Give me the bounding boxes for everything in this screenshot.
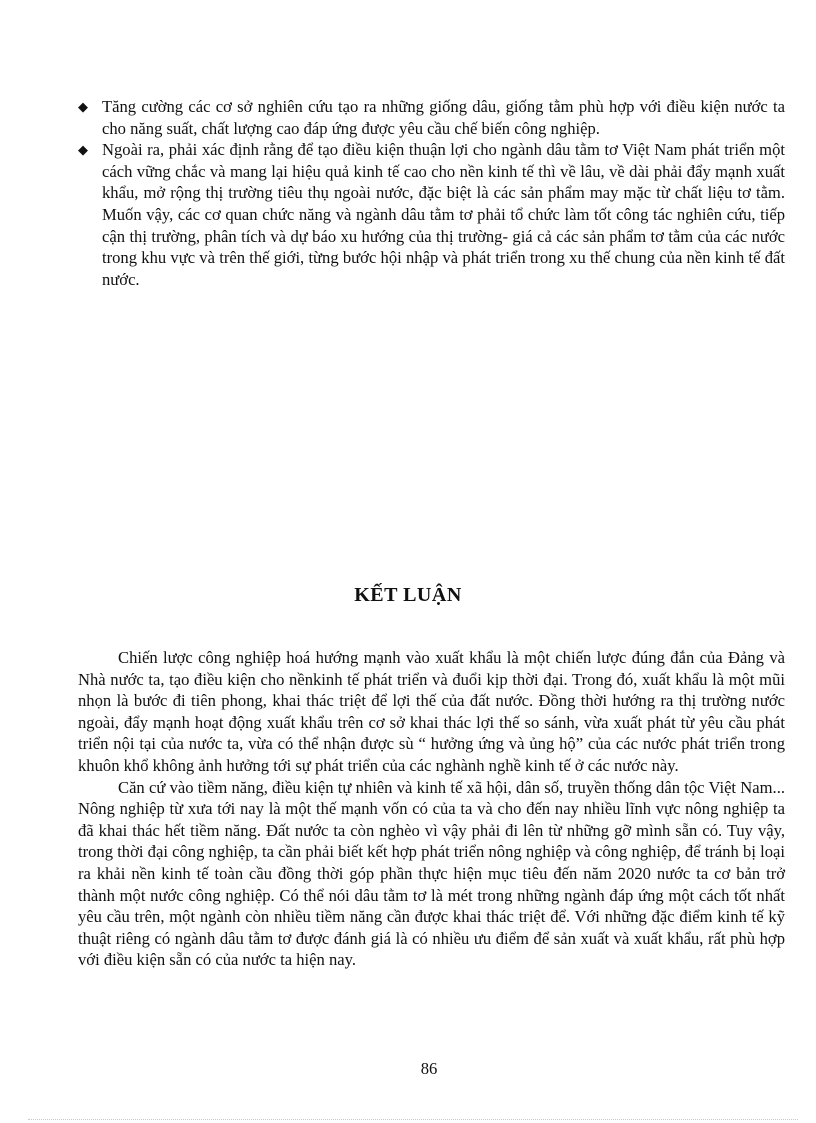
paragraph: Căn cứ vào tiềm năng, điều kiện tự nhiên và kinh tế xã hội, dân số, truyền thống dân tộc Việt Nam... Nông nghiệp từ xưa tới nay là một thế mạnh vốn có của ta và cho đến nay nhiều lĩnh vực nông nghiệp ta đã khai thác hết tiềm năng. Đất nước ta còn nghèo vì vậy phải đi lên từ những gỡ mình sẵn có. Tuy vậy, trong thời đại công nghiệp, ta cần phải biết kết hợp phát triển nông nghiệp và công nghiệp, để tránh bị loại ra khải nền kinh tế toàn cầu đồng thời góp phần thực hiện mục tiêu đến năm 2020 nước ta cơ bản trở thành một nước công nghiệp. Có thể nói dâu tằm tơ là mét trong những ngành đáp ứng một cách tốt nhất yêu cầu trên, một ngành còn nhiều tiềm năng cần được khai thác triệt để. Với những đặc điểm kinh tế kỹ thuật riêng có ngành dâu tằm tơ được đánh giá là có nhiều ưu điểm để sản xuất và xuất khẩu, rất phù hợp với điều kiện sẵn có của nước ta hiện nay. [78, 777, 785, 970]
page-number: 86 [420, 1059, 438, 1078]
bullet-text: Ngoài ra, phải xác định rằng để tạo điều kiện thuận lợi cho ngành dâu tằm tơ Việt Nam phát triển một cách vững chắc và mang lại hiệu quả kinh tế cao cho nền kinh tế thì về lâu, về dài phải đẩy mạnh xuất khẩu, mở rộng thị trường tiêu thụ ngoài nước, đặc biệt là các sản phẩm may mặc từ chất liệu tơ tằm. Muốn vậy, các cơ quan chức năng và ngành dâu tằm tơ phải tổ chức làm tốt công tác nghiên cứu, tiếp cận thị trường, phân tích và dự báo xu hướng của thị trường- giá cả các sản phẩm tơ tằm của các nước trong khu vực và trên thế giới, từng bước hội nhập và phát triển trong xu thế chung của nền kinh tế đất nước. [102, 140, 785, 289]
section-title: KẾT LUẬN [354, 584, 462, 606]
bullet-dot-icon: ◆ [78, 99, 88, 114]
conclusion-body [78, 647, 785, 971]
bullet-dot-icon: ◆ [78, 142, 88, 158]
list-item [78, 139, 785, 290]
bullet-list [78, 96, 785, 290]
paragraph: Chiến lược công nghiệp hoá hướng mạnh vào xuất khẩu là một chiến lược đúng đắn của Đảng và Nhà nước ta, tạo điều kiện cho nềnkinh tế phát triển và đuổi kịp thời đại. Trong đó, xuất khẩu là một mũi nhọn là bước đi tiên phong, khai thác triệt để lợi thế của đất nước. Đồng thời hướng ra thị trường nước ngoài, đẩy mạnh hoạt động xuất khẩu trên cơ sở khai thác lợi thế so sánh, vừa xuất phát từ yêu cầu phát triển nội tại của nước ta, vừa có thể nhận được sù “ hưởng ứng và ủng hộ” của các nước phát triển trong khuôn khổ không ảnh hưởng tới sự phát triển của các nghành nghề kinh tế ở các nước này. [78, 648, 785, 775]
bullet-text: Tăng cường các cơ sở nghiên cứu tạo ra những giống dâu, giống tằm phù hợp với điều kiện nước ta cho năng suất, chất lượng cao đáp ứng được yêu cầu chế biến công nghiệp. [102, 97, 785, 138]
list-item [78, 96, 785, 139]
footer-divider [28, 1119, 798, 1120]
